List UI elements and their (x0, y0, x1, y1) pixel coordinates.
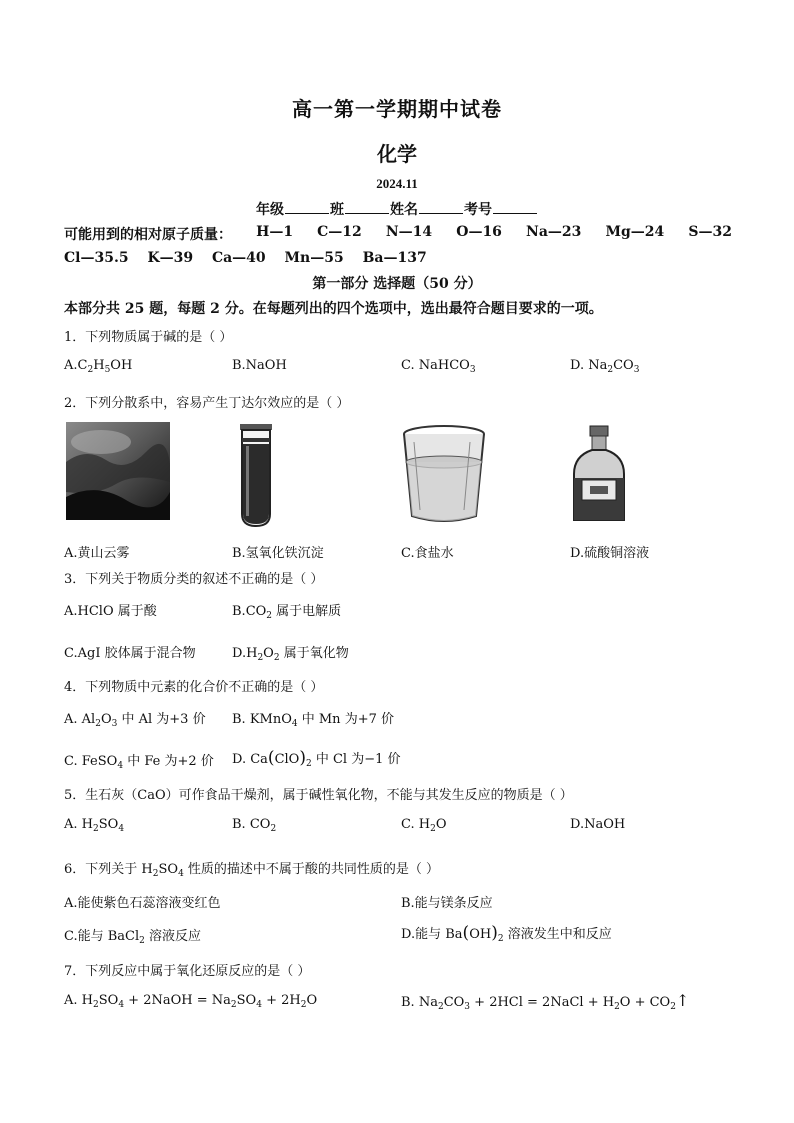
salt-water-beaker (400, 422, 488, 526)
q5-option-d[interactable]: D.NaOH (570, 817, 626, 832)
student-info-line (0, 199, 794, 219)
question-2-stem: 2．下列分散系中，容易产生丁达尔效应的是（ ） (64, 396, 350, 411)
name-blank[interactable] (419, 201, 463, 214)
exam-no-blank[interactable] (493, 201, 537, 214)
exam-title: 高一第一学期期中试卷 (292, 97, 502, 121)
q2-option-c[interactable]: C.食盐水 (401, 546, 454, 561)
q3-option-b-label: B. (232, 604, 246, 619)
q3-option-d-label: D. (232, 646, 247, 661)
q1-option-b[interactable]: B.NaOH (232, 358, 287, 373)
q4-option-d-text: 中 Cl 为−1 价 (311, 752, 401, 767)
q6-option-d[interactable]: D.能与 $Ba(OH)_2$ 溶液发生中和反应 (401, 923, 612, 944)
q3-option-d[interactable]: $D.H_2O_2$ 属于氧化物 (232, 646, 349, 663)
q7-option-b[interactable]: B. $Na_2CO_3 + 2HCl$ = 2NaCl + $H_2O$ + $CO_2↑$ (401, 991, 690, 1012)
atomic-mass-item: Cl—35.5 (64, 250, 129, 266)
atomic-mass-row-2 (64, 250, 441, 266)
atomic-mass-label: 可能用到的相对原子质量： (64, 227, 232, 243)
grade-label: 年级 (256, 202, 284, 218)
question-6-stem: 6．下列关于 $H_2SO_4$ 性质的描述中不属于酸的共同性质的是（ ） (64, 862, 440, 879)
atomic-mass-item: Mn—55 (284, 250, 344, 266)
q3-option-a[interactable]: A.HClO 属于酸 (64, 604, 157, 619)
q6-option-a[interactable]: A.能使紫色石蕊溶液变红色 (64, 896, 221, 911)
q2-option-b[interactable]: B.氢氧化铁沉淀 (232, 546, 324, 561)
class-label: 班 (330, 202, 344, 218)
q1-option-a-label: A. (64, 358, 78, 373)
q4-option-d[interactable]: D. $Ca(ClO)_2$ 中 Cl 为−1 价 (232, 748, 401, 769)
q4-option-c-text: 中 Fe 为+2 价 (123, 754, 214, 769)
q5-option-c[interactable]: C. $H_2O$ (401, 817, 447, 834)
q6-stem-end: 性质的描述中不属于酸的共同性质的是（ ） (183, 862, 440, 877)
atomic-mass-item: Ca—40 (211, 250, 266, 266)
q1-option-d[interactable]: D. $Na_2CO_3$ (570, 358, 640, 375)
q4-option-c[interactable]: C. FeSO$_4$ 中 Fe 为+2 价 (64, 754, 214, 771)
q6-option-d-text: 溶液发生中和反应 (503, 927, 612, 942)
class-blank[interactable] (345, 201, 389, 214)
copper-sulfate-bottle (570, 422, 628, 526)
precipitate-test-tube (232, 422, 280, 528)
q4-option-a[interactable]: A. $Al_2O_3$ 中 Al 为+3 价 (64, 712, 206, 729)
q6-option-c[interactable]: C.能与 BaCl$_2$ 溶液反应 (64, 929, 202, 946)
atomic-mass-item: N—14 (385, 224, 433, 240)
q2-option-d[interactable]: D.硫酸铜溶液 (570, 546, 650, 561)
atomic-mass-item: C—12 (317, 224, 362, 240)
q1-option-d-label: D. (570, 358, 585, 373)
section-title: 第一部分 选择题（50 分） (312, 276, 482, 292)
question-5-stem: 5．生石灰（CaO）可作食品干燥剂，属于碱性氧化物，不能与其发生反应的物质是（ ） (64, 788, 573, 803)
exam-date: 2024.11 (376, 176, 418, 191)
atomic-mass-item: Ba—137 (362, 250, 427, 266)
q6-option-c-label: C.能与 (64, 929, 108, 944)
atomic-mass-row-1 (64, 224, 732, 244)
question-7-stem: 7．下列反应中属于氧化还原反应的是（ ） (64, 964, 311, 979)
q3-option-b[interactable]: $B.CO_2$ 属于电解质 (232, 604, 342, 621)
section-instructions: 本部分共 25 题，每题 2 分。在每题列出的四个选项中，选出最符合题目要求的一项。 (64, 301, 603, 317)
q6-option-d-label: D.能与 (401, 927, 446, 942)
q2-option-a[interactable]: A.黄山云雾 (64, 546, 130, 561)
q5-option-a[interactable]: A. $H_2SO_4$ (64, 817, 125, 834)
question-3-stem: 3．下列关于物质分类的叙述不正确的是（ ） (64, 572, 324, 587)
grade-blank[interactable] (285, 201, 329, 214)
question-4-stem: 4．下列物质中元素的化合价不正确的是（ ） (64, 680, 324, 695)
q6-stem-start: 6．下列关于 (64, 862, 142, 877)
atomic-mass-item: K—39 (147, 250, 194, 266)
q7-option-a[interactable]: A. $H_2SO_4$ + 2NaOH = $Na_2SO_4 + 2H_2O$ (64, 993, 318, 1010)
atomic-mass-item: Na—23 (526, 224, 582, 240)
name-label: 姓名 (390, 202, 418, 218)
q4-option-a-text: 中 Al 为+3 价 (117, 712, 206, 727)
q4-option-b-text: 中 Mn 为+7 价 (297, 712, 394, 727)
atomic-mass-item: Mg—24 (605, 224, 665, 240)
exam-subject: 化学 (377, 142, 417, 166)
q1-option-a[interactable]: $A.C_2H_5OH$ (64, 358, 133, 375)
q5-option-b[interactable]: B. $CO_2$ (232, 817, 277, 834)
fog-photo (66, 422, 170, 520)
q1-option-c[interactable]: C. NaHCO$_3$ (401, 358, 476, 375)
q3-option-b-text: 属于电解质 (272, 604, 342, 619)
atomic-mass-item: H—1 (256, 224, 294, 240)
q1-option-c-label: C. (401, 358, 415, 373)
question-1-stem: 1．下列物质属于碱的是（ ） (64, 330, 233, 345)
q6-option-b[interactable]: B.能与镁条反应 (401, 896, 493, 911)
q4-option-b[interactable]: B. KMnO$_4$ 中 Mn 为+7 价 (232, 712, 394, 729)
atomic-mass-item: O—16 (456, 224, 502, 240)
exam-no-label: 考号 (464, 202, 492, 218)
q6-option-c-text: 溶液反应 (144, 929, 202, 944)
gas-arrow-icon: ↑ (675, 991, 690, 1010)
q3-option-d-text: 属于氧化物 (279, 646, 349, 661)
atomic-mass-item: S—32 (688, 224, 732, 240)
q3-option-c[interactable]: C.AgI 胶体属于混合物 (64, 646, 196, 661)
